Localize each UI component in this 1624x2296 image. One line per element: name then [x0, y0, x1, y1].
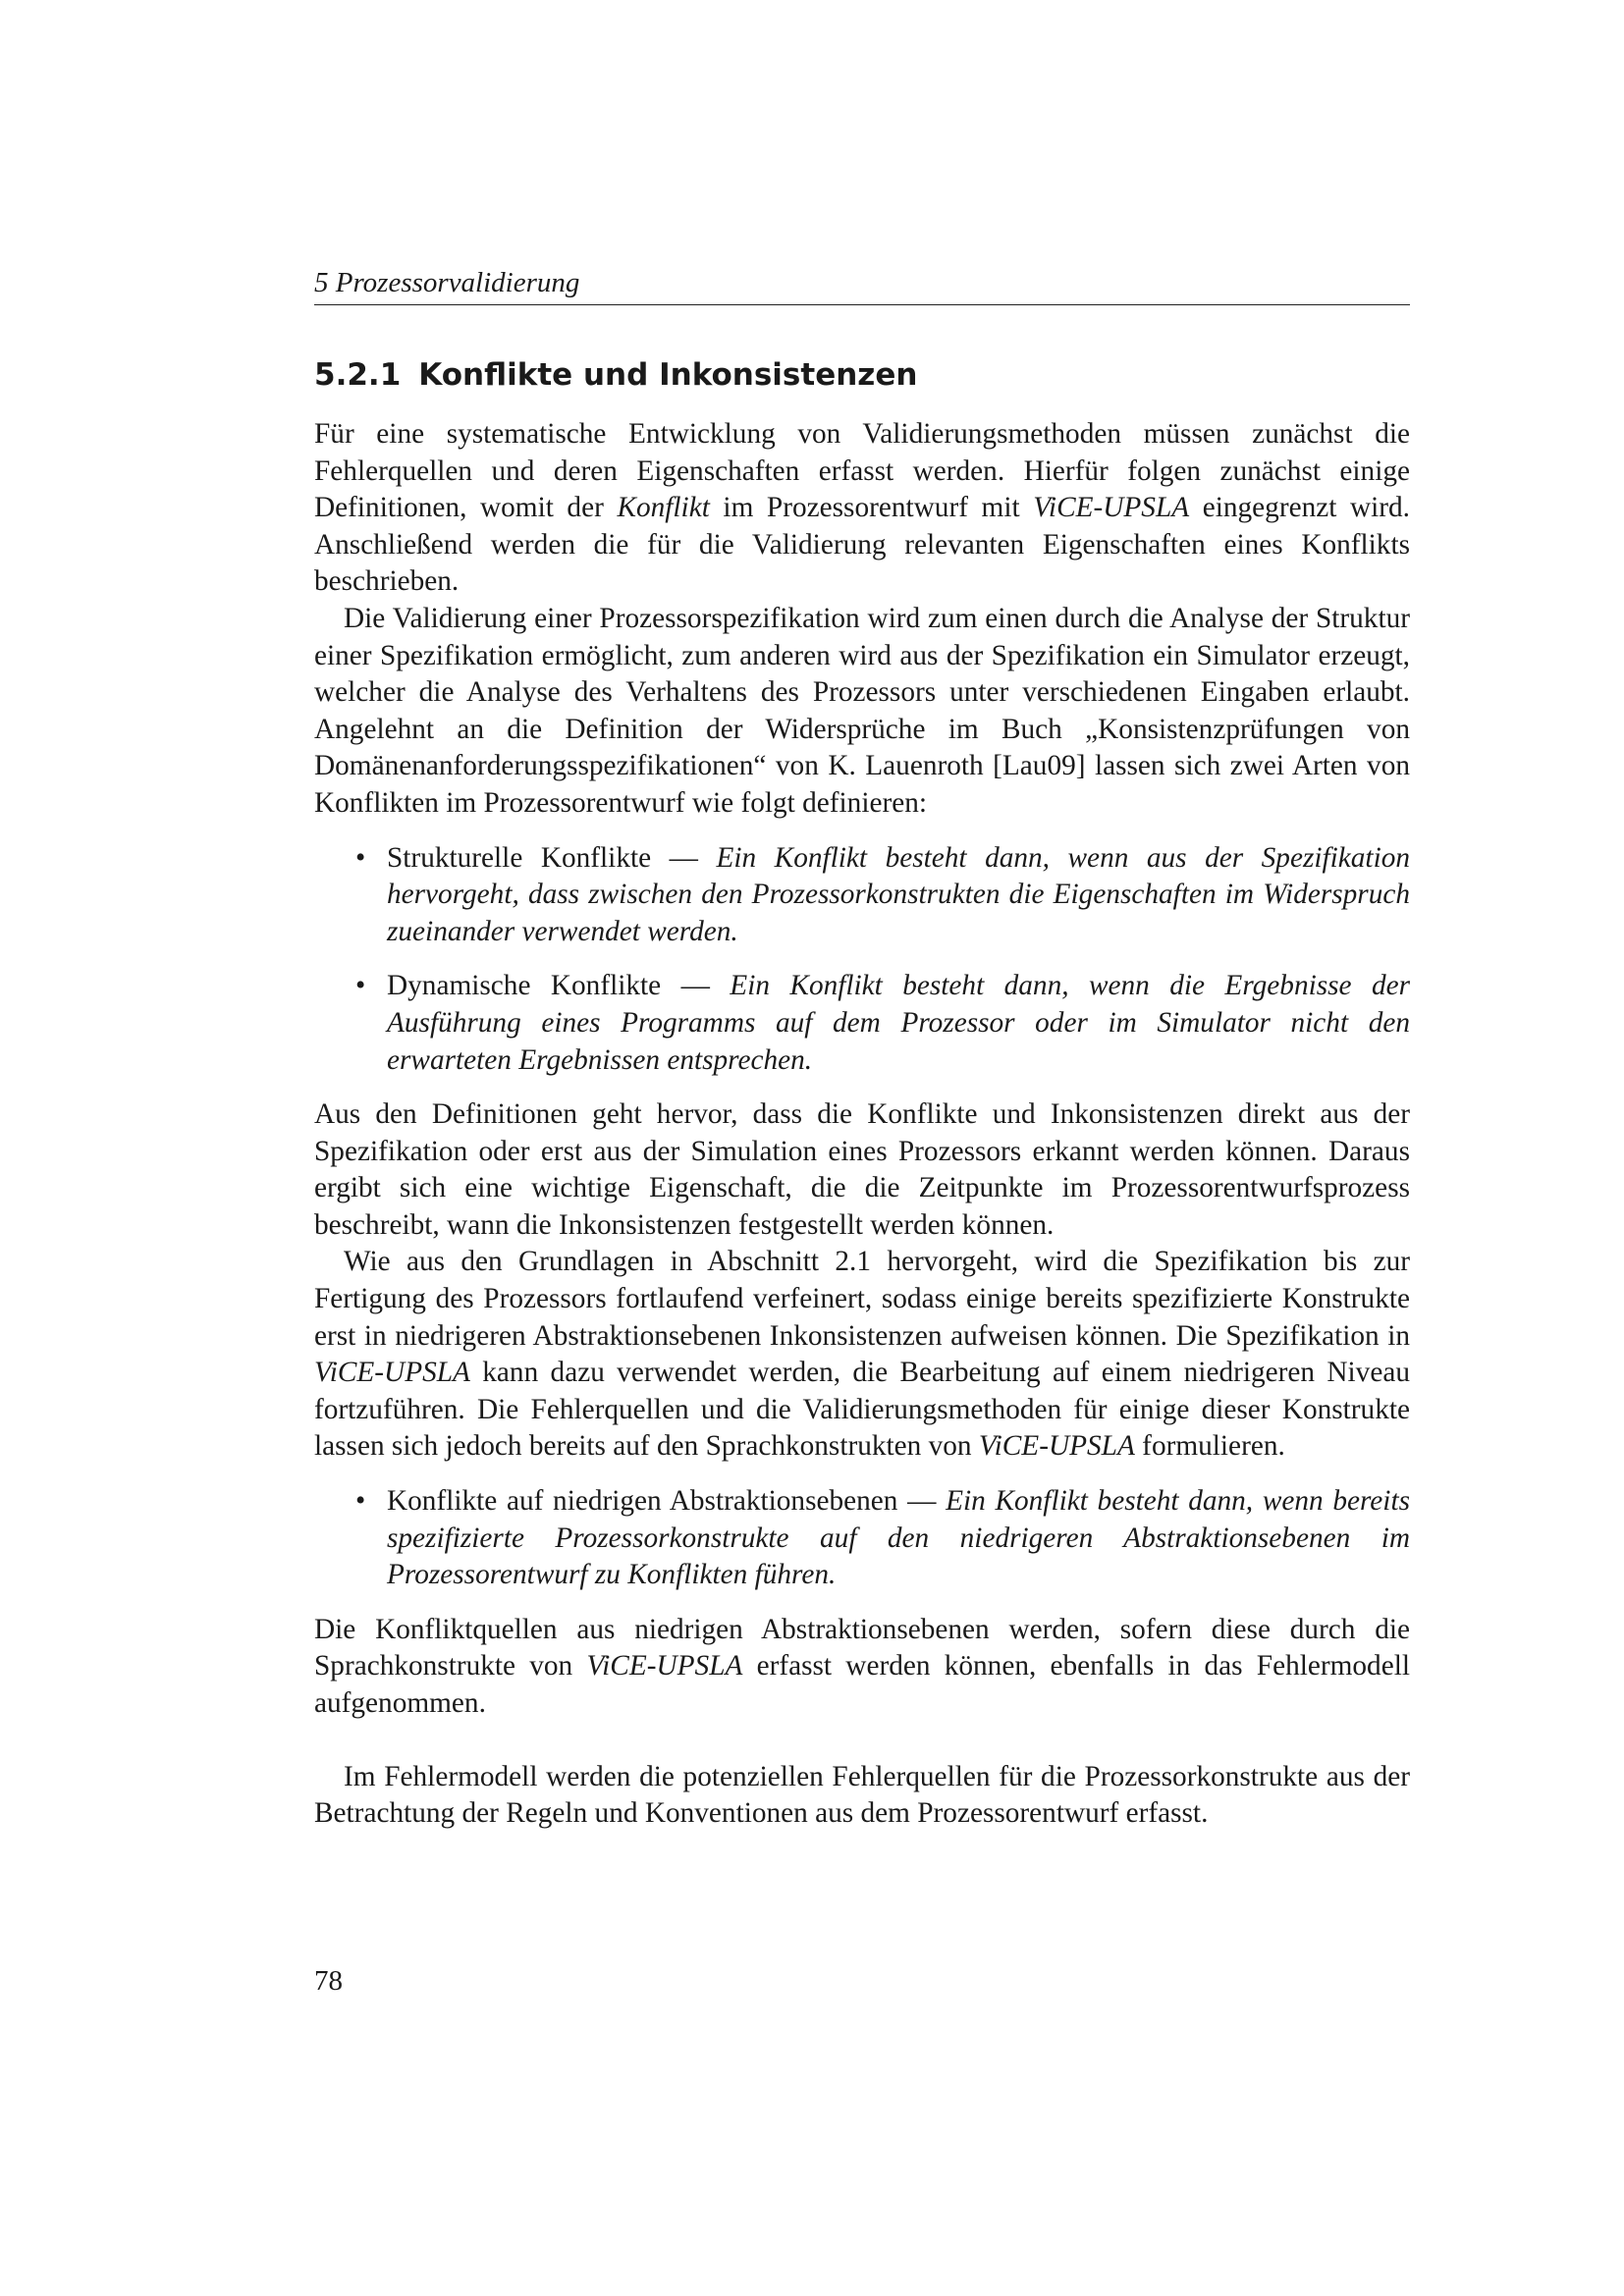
definition-term: Strukturelle Konflikte	[387, 841, 652, 874]
definition-text: Ein Konflikt besteht dann, wenn die Ergebnisse der Ausführung eines Programms auf dem Prozessor oder im Simulator nicht den erwarteten Ergebnissen entsprechen.	[387, 970, 1411, 1076]
term-vice-upsla: ViCE-UPSLA	[314, 1357, 470, 1389]
definition-term: Konflikte auf niedrigen Abstraktionsebenen	[387, 1485, 898, 1518]
bullet-icon: •	[355, 970, 366, 1002]
term-konflikt: Konflikt	[617, 492, 710, 524]
bullet-icon: •	[355, 1485, 366, 1518]
definition-item: • Konflikte auf niedrigen Abstraktionsebenen — Ein Konflikt besteht dann, wenn bereits spezifizierte Prozessorkonstrukte auf den niedrigeren Abstraktionsebenen im Prozessorentwurf zu Konflikten führen.	[355, 1485, 1410, 1591]
paragraph-error-model: Im Fehlermodell werden die potenziellen Fehlerquellen für die Prozessorkonstrukte aus der Betrachtung der Regeln und Konventionen aus dem Prozessorentwurf erfasst.	[314, 1760, 1410, 1830]
paragraph-intro: Für eine systematische Entwicklung von Validierungsmethoden müssen zunächst die Fehlerquellen und deren Eigenschaften erfasst werden. Hierfür folgen zunächst einige Definitionen, womit der Konflikt im Prozessorentwurf mit ViCE-UPSLA eingegrenzt wird. Anschließend werden die für die Validierung relevanten Eigenschaften eines Konflikts beschrieben.	[314, 418, 1410, 598]
paragraph-refinement: Wie aus den Grundlagen in Abschnitt 2.1 hervorgeht, wird die Spezifikation bis zur Fertigung des Prozessors fortlaufend verfeinert, sodass einige bereits spezifizierte Konstrukte erst in niedrigeren Abstraktionsebenen Inkonsistenzen aufweisen können. Die Spezifikation in ViCE-UPSLA kann dazu verwendet werden, die Bearbeitung auf einem niedrigeren Niveau fortzuführen. Die Fehlerquellen und die Validierungsmethoden für einige dieser Konstrukte lassen sich jedoch bereits auf den Sprachkonstrukten von ViCE-UPSLA formulieren.	[314, 1246, 1410, 1463]
section-title: Konflikte und Inkonsistenzen	[418, 357, 918, 393]
body-text	[314, 416, 1410, 1833]
section-number: 5.2.1	[314, 357, 402, 393]
definition-term: Dynamische Konflikte	[387, 970, 662, 1002]
definition-list-abstraction	[314, 1483, 1410, 1594]
term-vice-upsla: ViCE-UPSLA	[1033, 492, 1190, 524]
section-heading	[314, 355, 1410, 395]
running-header: 5 Prozessorvalidierung	[314, 267, 580, 298]
paragraph-validation: Die Validierung einer Prozessorspezifikation wird zum einen durch die Analyse der Struktur einer Spezifikation ermöglicht, zum anderen wird aus der Spezifikation ein Simulator erzeugt, welcher die Analyse des Verhaltens des Prozessors unter verschiedenen Eingaben erlaubt. Angelehnt an die Definition der Widersprüche im Buch „Konsistenzprüfungen von Domänenanforderungsspezifikationen“ von K. Lauenroth [Lau09] lassen sich zwei Arten von Konflikten im Prozessorentwurf wie folgt definieren:	[314, 602, 1410, 819]
paragraph-conflict-sources: Die Konfliktquellen aus niedrigen Abstraktionsebenen werden, sofern diese durch die Sprachkonstrukte von ViCE-UPSLA erfasst werden können, ebenfalls in das Fehlermodell aufgenommen.	[314, 1613, 1410, 1719]
definition-list-conflicts	[314, 840, 1410, 1080]
page-number: 78	[314, 1965, 343, 1997]
definition-text: Ein Konflikt besteht dann, wenn aus der Spezifikation hervorgeht, dass zwischen den Prozessorkonstrukten die Eigenschaften im Widerspruch zueinander verwendet werden.	[387, 841, 1411, 947]
definition-text: Ein Konflikt besteht dann, wenn bereits spezifizierte Prozessorkonstrukte auf den niedrigeren Abstraktionsebenen im Prozessorentwurf zu Konflikten führen.	[387, 1485, 1410, 1591]
definition-item: • Strukturelle Konflikte — Ein Konflikt besteht dann, wenn aus der Spezifikation hervorgeht, dass zwischen den Prozessorkonstrukten die Eigenschaften im Widerspruch zueinander verwendet werden.	[355, 841, 1411, 947]
header-rule	[314, 304, 1410, 305]
term-vice-upsla: ViCE-UPSLA	[586, 1650, 743, 1682]
term-vice-upsla: ViCE-UPSLA	[978, 1430, 1135, 1463]
paragraph-consequences: Aus den Definitionen geht hervor, dass die Konflikte und Inkonsistenzen direkt aus der Spezifikation oder erst aus der Simulation eines Prozessors erkannt werden können. Daraus ergibt sich eine wichtige Eigenschaft, die die Zeitpunkte im Prozessorentwurfsprozess beschreibt, wann die Inkonsistenzen festgestellt werden können.	[314, 1098, 1410, 1241]
definition-item: • Dynamische Konflikte — Ein Konflikt besteht dann, wenn die Ergebnisse der Ausführung eines Programms auf dem Prozessor oder im Simulator nicht den erwarteten Ergebnissen entsprechen.	[355, 970, 1411, 1076]
bullet-icon: •	[355, 841, 366, 874]
